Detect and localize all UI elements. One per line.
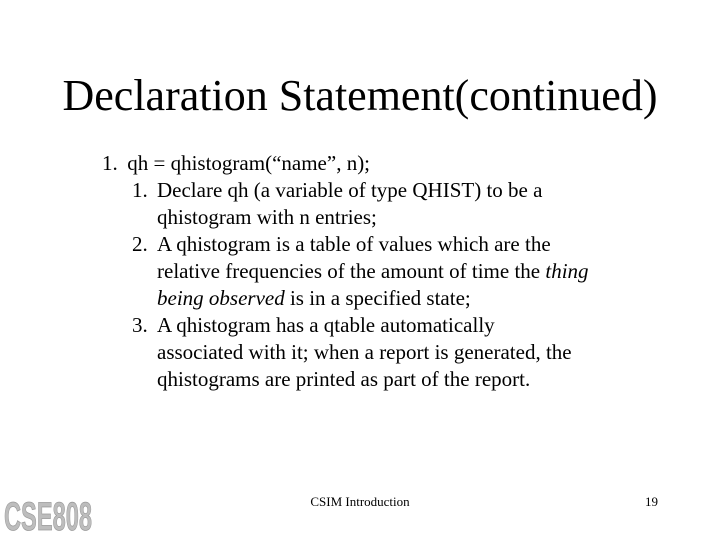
sub-item-number: 3. xyxy=(132,313,148,337)
sub-item-text: relative frequencies of the amount of time the xyxy=(157,259,546,283)
sub-item-2 xyxy=(102,231,702,312)
svg-text:CSE808: CSE808 xyxy=(4,495,93,539)
list-item-number: 1. xyxy=(102,151,118,175)
slide-body xyxy=(102,150,702,393)
list-item-text: qh = qhistogram(“name”, n); xyxy=(127,151,371,175)
sub-item-line: associated with it; when a report is generated, the xyxy=(157,340,572,364)
footer-title: CSIM Introduction xyxy=(310,494,410,509)
emphasis-text: being observed xyxy=(157,286,285,310)
sub-list xyxy=(102,177,702,393)
list-item-1 xyxy=(102,150,702,177)
sub-item-line: A qhistogram has a qtable automatically xyxy=(157,313,495,337)
sub-item-line xyxy=(157,285,702,312)
sub-item-line: Declare qh (a variable of type QHIST) to be a xyxy=(157,178,543,202)
sub-item-line: qhistograms are printed as part of the report. xyxy=(157,367,531,391)
sub-item-text: is in a specified state; xyxy=(284,286,471,310)
page-number: 19 xyxy=(645,494,658,509)
sub-item-number: 2. xyxy=(132,232,148,256)
sub-item-line: qhistogram with n entries; xyxy=(157,205,377,229)
sub-item-3 xyxy=(102,312,702,393)
emphasis-text: thing xyxy=(545,259,589,283)
sub-item-line xyxy=(157,258,702,285)
sub-item-number: 1. xyxy=(132,178,148,202)
sub-item-1 xyxy=(102,177,702,231)
slide-title: Declaration Statement(continued) xyxy=(62,71,658,120)
sub-item-line: A qhistogram is a table of values which are the xyxy=(157,232,551,256)
course-logo xyxy=(2,492,94,539)
